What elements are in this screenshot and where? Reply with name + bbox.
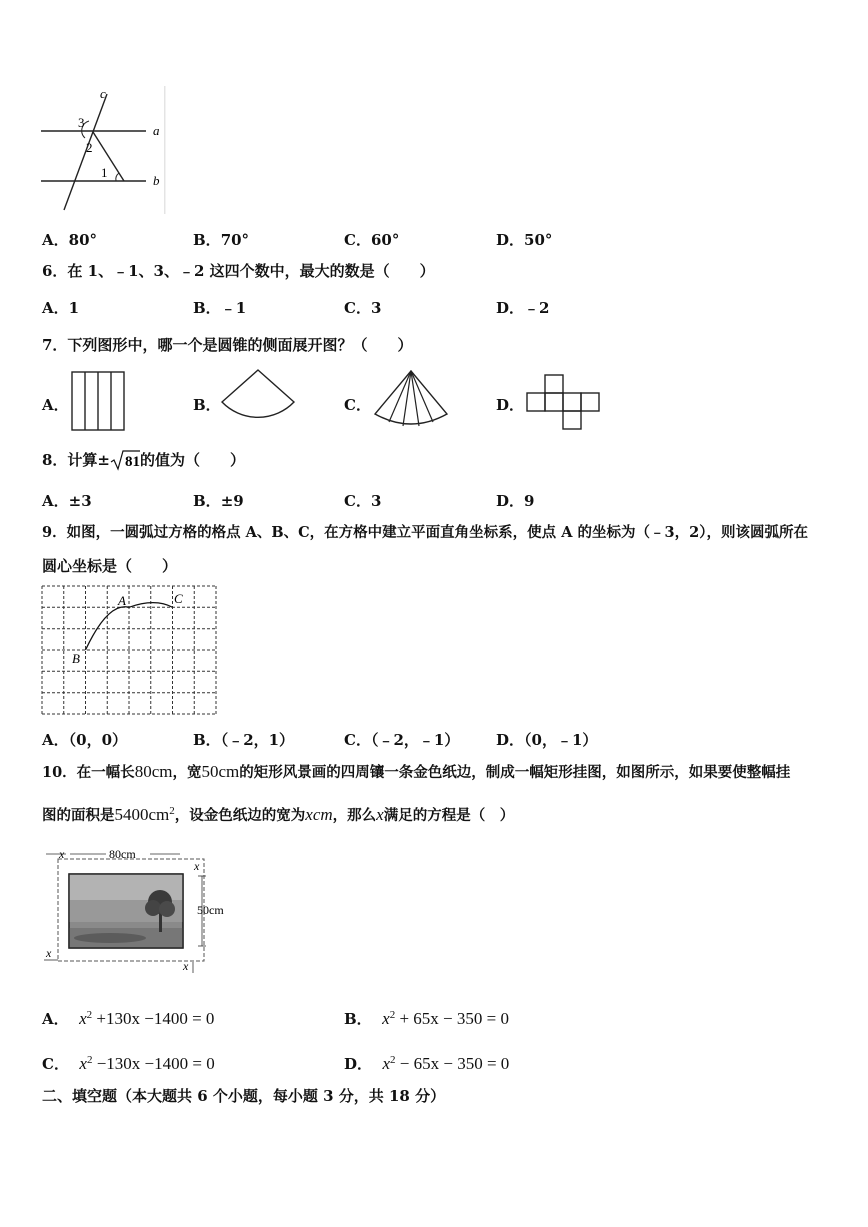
q10-option-b[interactable]: B． $x^2 + 65x - 350 = 0$ xyxy=(344,1009,509,1028)
q7-stem: 7．下列图形中，哪一个是圆锥的侧面展开图？（ ） xyxy=(42,336,413,354)
q7-option-d-label[interactable]: D． xyxy=(496,396,525,414)
point-b-label: B xyxy=(72,651,80,666)
q7-option-c-label[interactable]: C． xyxy=(344,396,371,414)
q7-option-b-label[interactable]: B． xyxy=(193,396,221,414)
q10-option-a[interactable]: A． $x^2 +130x -1400 = 0$ xyxy=(42,1009,215,1028)
q6-option-a[interactable]: A．1 xyxy=(42,299,80,317)
q8-option-b[interactable]: B．±9 xyxy=(193,492,244,510)
q9-option-d[interactable]: D．（0，﹣1） xyxy=(496,731,598,749)
line-b-label: b xyxy=(153,173,160,188)
q7-sector-figure xyxy=(218,368,298,418)
x-label-top: x xyxy=(59,847,65,861)
q7-pyramid-net-figure xyxy=(372,368,450,430)
q10-stem-line1: 10．在一幅长80cm，宽50cm的矩形风景画的四周镶一条金色纸边，制成一幅矩形挂图，如图所示，如果要使整幅挂 xyxy=(42,762,791,781)
q5-figure xyxy=(36,86,168,214)
q8-option-c[interactable]: C．3 xyxy=(344,492,382,510)
q7-cube-net-figure xyxy=(525,373,605,431)
q6-option-c[interactable]: C．3 xyxy=(344,299,382,317)
line-a-label: a xyxy=(153,123,160,138)
line-c-label: c xyxy=(100,86,106,101)
q7-rectangle-figure xyxy=(70,370,126,432)
q6-option-d[interactable]: D．﹣2 xyxy=(496,299,550,317)
q7-option-a-label[interactable]: A． xyxy=(42,396,69,414)
q10-picture-frame-figure xyxy=(40,842,230,974)
x-label-right: x xyxy=(194,859,200,873)
q8-option-d[interactable]: D．9 xyxy=(496,492,535,510)
q9-grid-figure xyxy=(40,584,218,718)
width-label-80cm: 80cm xyxy=(109,847,136,861)
angle-2-label: 2 xyxy=(86,140,93,155)
x-label-bottom: x xyxy=(183,959,189,973)
angle-1-label: 1 xyxy=(101,165,108,180)
q9-stem-line2: 圆心坐标是（ ） xyxy=(42,557,178,575)
angle-3-label: 3 xyxy=(78,115,85,130)
q9-option-b[interactable]: B．（﹣2，1） xyxy=(193,731,295,749)
q5-option-c[interactable]: C．60° xyxy=(344,231,400,249)
point-c-label: C xyxy=(174,591,183,606)
q6-stem: 6．在 1、﹣1、3、﹣2 这四个数中，最大的数是（ ） xyxy=(42,262,435,280)
q5-option-b[interactable]: B．70° xyxy=(193,231,250,249)
q5-option-a[interactable]: A．80° xyxy=(42,231,98,249)
q6-option-b[interactable]: B．﹣1 xyxy=(193,299,247,317)
q9-stem-line1: 9．如图，一圆弧过方格的格点 A、B、C，在方格中建立平面直角坐标系，使点 A 的坐标为（﹣3，2），则该圆弧所在 xyxy=(42,524,808,541)
point-a-label: A xyxy=(118,593,126,608)
q9-option-a[interactable]: A．（0，0） xyxy=(42,731,128,749)
q8-option-a[interactable]: A．±3 xyxy=(42,492,92,510)
q10-option-d[interactable]: D． $x^2 - 65x - 350 = 0$ xyxy=(344,1054,510,1073)
q9-option-c[interactable]: C．（﹣2，﹣1） xyxy=(344,731,460,749)
sqrt-81 xyxy=(110,449,140,471)
height-label-50cm: 50cm xyxy=(197,903,224,917)
radicand: 81 xyxy=(125,454,141,470)
x-label-left: x xyxy=(46,946,52,960)
q5-option-d[interactable]: D．50° xyxy=(496,231,553,249)
q10-option-c[interactable]: C． $x^2 -130x -1400 = 0$ xyxy=(42,1054,215,1073)
q10-stem-line2: 图的面积是$5400cm^2$，设金色纸边的宽为xcm，那么x满足的方程是（ ） xyxy=(42,804,515,824)
q8-stem: 8．计算± 81 的值为（ ） xyxy=(42,451,246,470)
section-2-title: 二、填空题（本大题共 6 个小题，每小题 3 分，共 18 分） xyxy=(42,1087,446,1105)
